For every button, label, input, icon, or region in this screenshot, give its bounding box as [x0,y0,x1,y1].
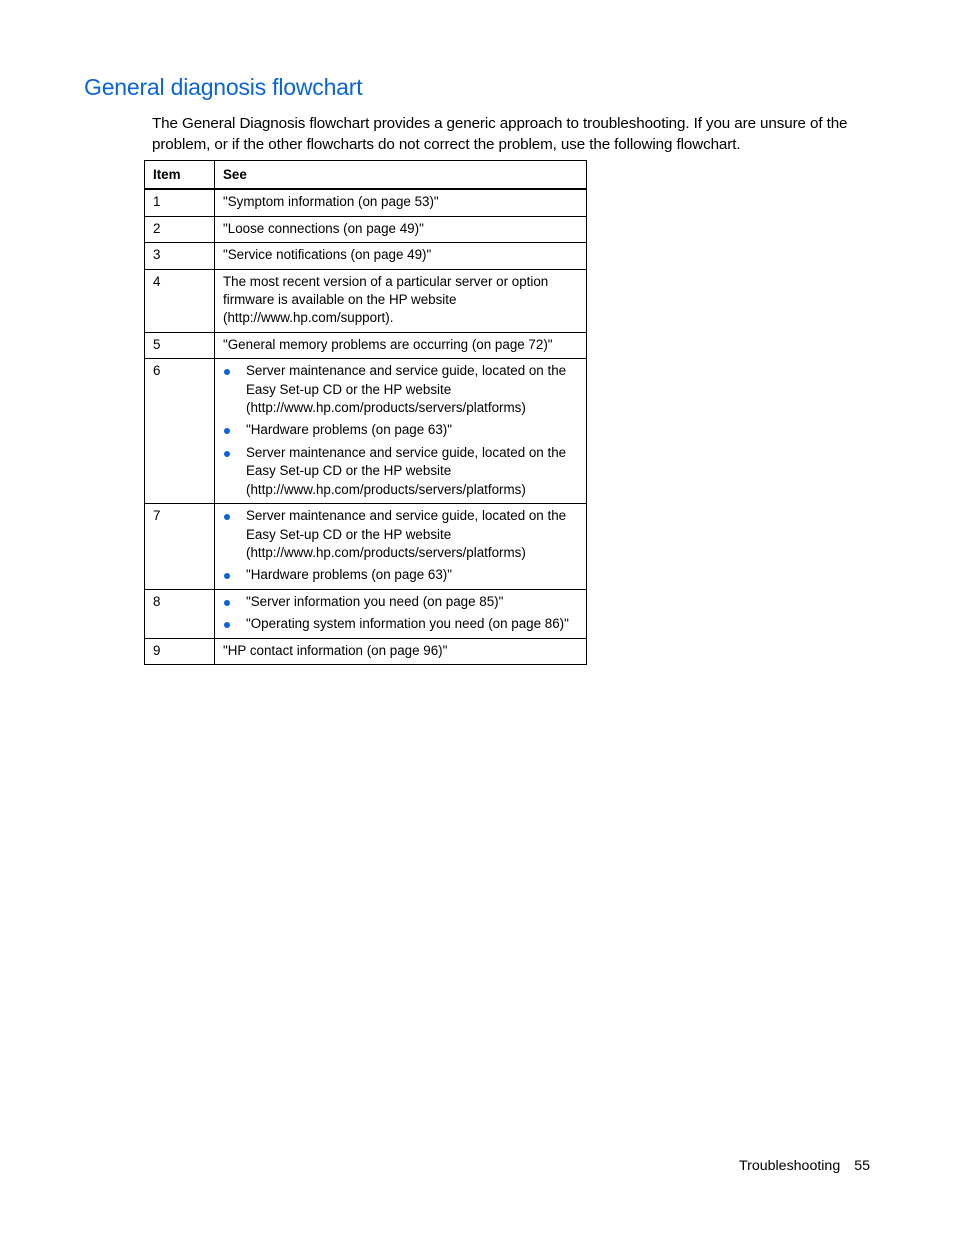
intro-paragraph: The General Diagnosis flowchart provides a generic approach to troubleshooting. If you are unsure of the problem, or if the other flowcharts do not correct the problem, use the following flowchart. [152,115,848,153]
row-reference-list [215,504,587,590]
table-row [145,589,587,638]
list-item[interactable] [223,593,578,611]
list-item-text: "Hardware problems (on page 63)" [246,422,453,438]
bullet-list [223,507,578,585]
row-reference[interactable]: "Symptom information (on page 53)" [215,189,587,216]
row-item-number: 2 [145,216,215,242]
page-footer [739,1158,870,1174]
table-header-row [145,161,587,190]
list-item-text: "Server information you need (on page 85)" [246,593,504,609]
table-row [145,189,587,216]
list-item[interactable] [223,566,578,584]
bullet-icon [224,600,230,606]
table-row [145,243,587,269]
list-item-text: "Operating system information you need (on page 86)" [246,616,569,632]
row-item-number: 3 [145,243,215,269]
bullet-list [223,593,578,634]
row-reference[interactable]: "Service notifications (on page 49)" [215,243,587,269]
bullet-icon [224,514,230,520]
row-item-number: 4 [145,269,215,332]
list-item-text: Server maintenance and service guide, located on the Easy Set-up CD or the HP website (http://www.hp.com/products/servers/platforms) [246,508,567,560]
list-item[interactable] [223,507,578,562]
row-item-number: 7 [145,504,215,590]
list-item-text: "Hardware problems (on page 63)" [246,567,453,583]
column-header-item: Item [145,161,215,190]
list-item-text: Server maintenance and service guide, located on the Easy Set-up CD or the HP website (http://www.hp.com/products/servers/platforms) [246,363,567,416]
page-number: 55 [854,1158,870,1174]
row-reference[interactable]: The most recent version of a particular server or option firmware is available on the HP website (http://www.hp.com/support). [215,269,587,332]
reference-table [144,160,587,665]
row-reference[interactable]: "Loose connections (on page 49)" [215,216,587,242]
row-item-number: 5 [145,332,215,358]
table-row [145,359,587,504]
bullet-icon [224,573,230,579]
page-title: General diagnosis flowchart [84,74,363,100]
bullet-icon [224,428,230,434]
table-row [145,638,587,664]
table-row [145,504,587,590]
footer-section-name: Troubleshooting [739,1158,841,1174]
table-row [145,332,587,358]
list-item[interactable] [223,421,578,439]
row-item-number: 6 [145,359,215,504]
row-item-number: 9 [145,638,215,664]
row-reference[interactable]: "General memory problems are occurring (on page 72)" [215,332,587,358]
table-row [145,216,587,242]
row-reference-list [215,359,587,504]
row-reference-list [215,589,587,638]
list-item[interactable] [223,362,578,417]
bullet-icon [224,369,230,375]
bullet-icon [224,622,230,628]
list-item[interactable] [223,444,578,499]
bullet-list [223,362,578,499]
bullet-icon [224,451,230,457]
column-header-see: See [215,161,587,190]
row-reference[interactable]: "HP contact information (on page 96)" [215,638,587,664]
table-row [145,269,587,332]
list-item[interactable] [223,615,578,633]
row-item-number: 1 [145,189,215,216]
row-item-number: 8 [145,589,215,638]
list-item-text: Server maintenance and service guide, located on the Easy Set-up CD or the HP website (http://www.hp.com/products/servers/platforms) [246,444,567,497]
